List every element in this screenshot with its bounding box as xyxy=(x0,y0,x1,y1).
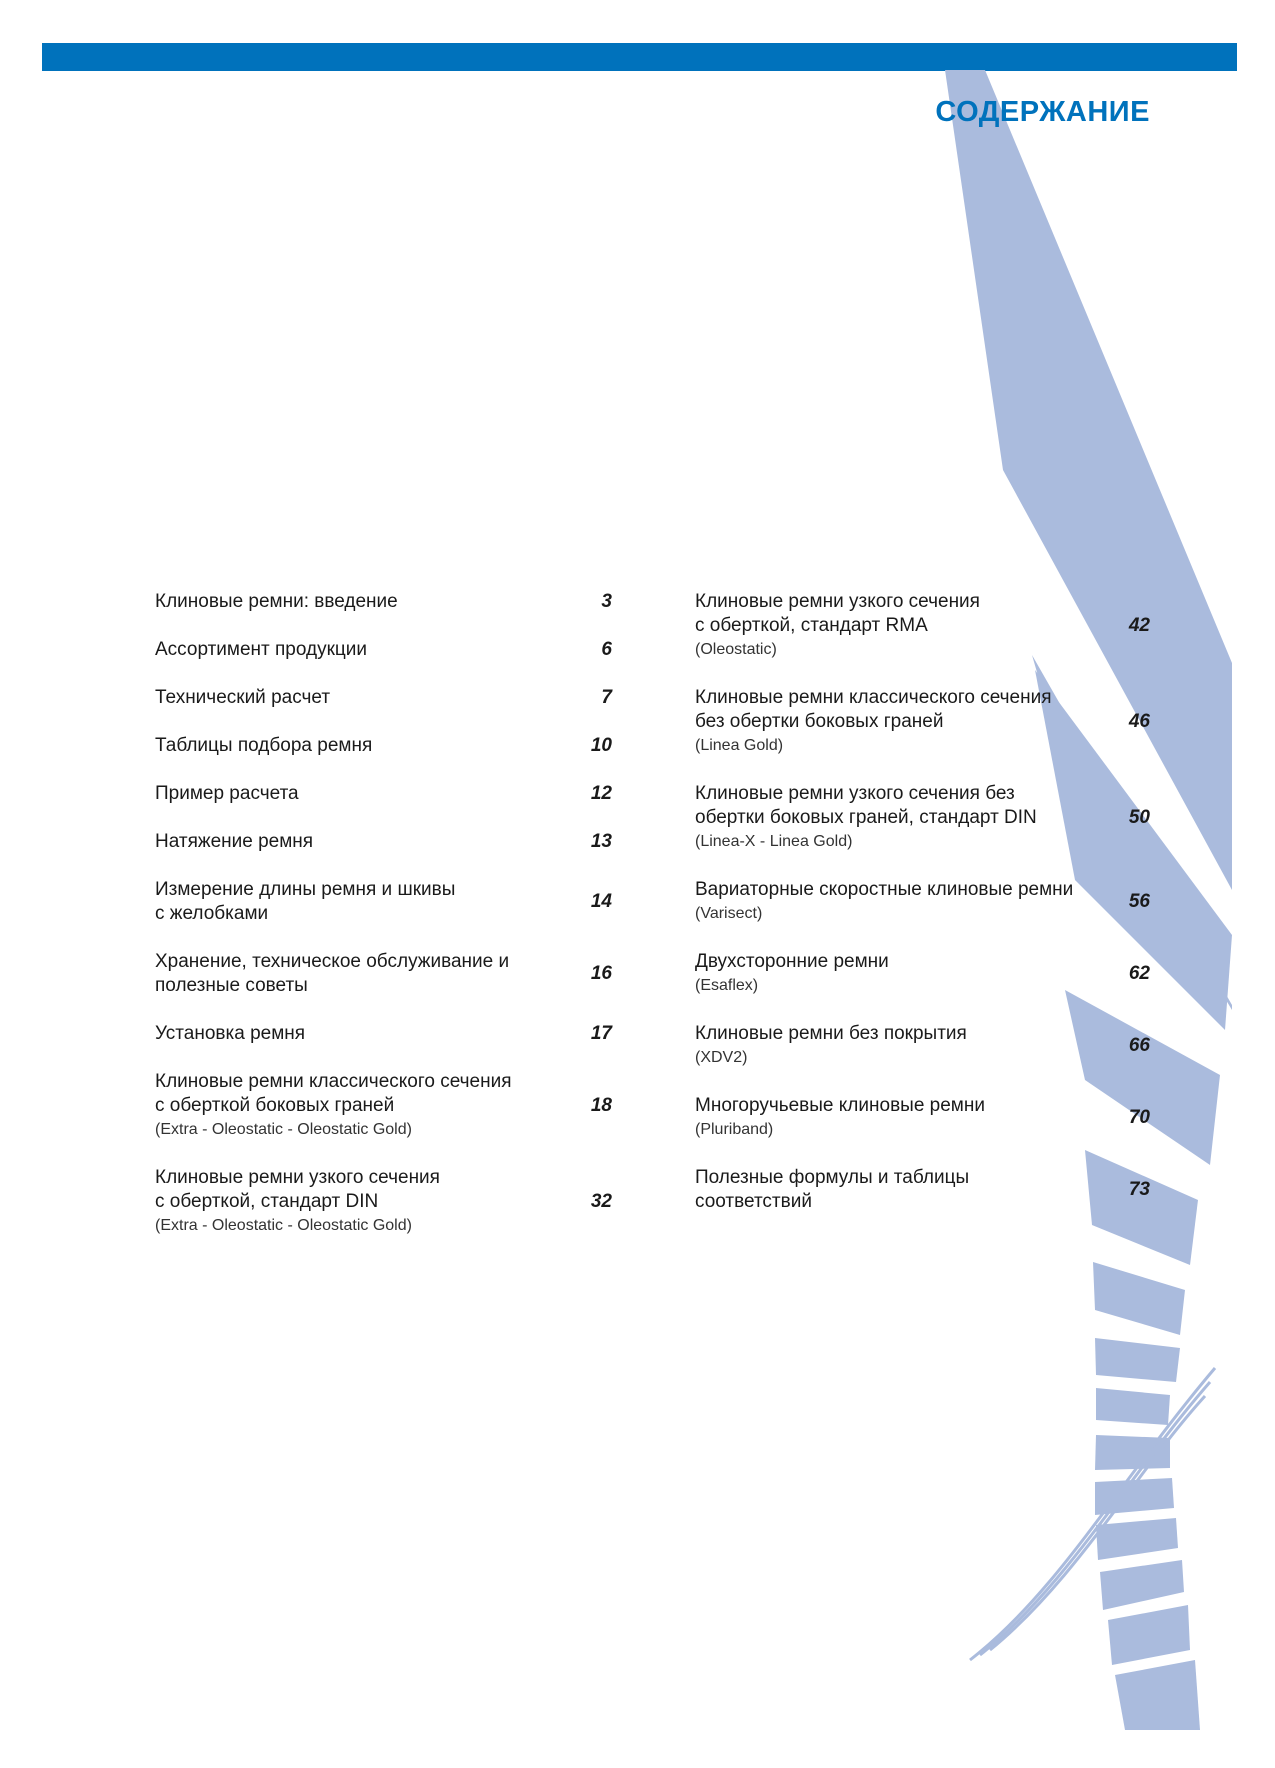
toc-entry-title: Полезные формулы и таблицы xyxy=(695,1167,970,1188)
toc-entry-subtitle: (Linea Gold) xyxy=(695,737,784,754)
toc-entry-subtitle: (Oleostatic) xyxy=(695,641,777,658)
toc-right-column xyxy=(695,590,1150,1238)
toc-entry-title: с оберткой боковых граней xyxy=(155,1095,395,1116)
decor-band-11 xyxy=(1096,1518,1178,1560)
toc-entry[interactable] xyxy=(155,950,612,998)
decor-band-6 xyxy=(1093,1262,1185,1335)
toc-page-number: 46 xyxy=(1128,711,1150,732)
toc-entry-title: без обертки боковых граней xyxy=(695,711,944,732)
toc-page-number: 13 xyxy=(590,831,612,852)
toc-entry-title: Таблицы подбора ремня xyxy=(155,735,373,756)
decor-band-14 xyxy=(1115,1660,1200,1730)
toc-entry[interactable] xyxy=(155,782,612,806)
toc-entry[interactable] xyxy=(155,1166,612,1238)
toc-entry[interactable] xyxy=(695,782,1150,854)
decor-band-7 xyxy=(1095,1338,1180,1382)
toc-entry-subtitle: (Linea-X - Linea Gold) xyxy=(695,833,853,850)
toc-entry[interactable] xyxy=(155,638,612,662)
toc-page-number: 70 xyxy=(1128,1107,1150,1128)
toc-entry[interactable] xyxy=(695,878,1150,926)
toc-entry-title: Измерение длины ремня и шкивы xyxy=(155,879,456,900)
toc-page-number: 17 xyxy=(590,1023,612,1044)
toc-page-number: 32 xyxy=(590,1191,612,1212)
toc-entry-subtitle: (Extra - Oleostatic - Oleostatic Gold) xyxy=(155,1217,412,1234)
toc-entry-title: Клиновые ремни узкого сечения xyxy=(155,1167,440,1188)
toc-page-number: 7 xyxy=(601,687,612,708)
toc-entry-title: Вариаторные скоростные клиновые ремни xyxy=(695,879,1074,900)
toc-entry[interactable] xyxy=(155,878,612,926)
toc-entry-subtitle: (XDV2) xyxy=(695,1049,748,1066)
toc-entry-title: соответствий xyxy=(695,1191,812,1212)
toc-entry-title: Установка ремня xyxy=(155,1023,306,1044)
toc-entry-title: с желобками xyxy=(155,903,269,924)
toc-left-column xyxy=(155,590,612,1262)
toc-entry-title: Многоручьевые клиновые ремни xyxy=(695,1095,985,1116)
toc-entry-title: обертки боковых граней, стандарт DIN xyxy=(695,807,1037,828)
page-title: СОДЕРЖАНИЕ xyxy=(935,96,1150,128)
toc-entry[interactable] xyxy=(695,1166,1150,1214)
toc-page-number: 18 xyxy=(590,1095,612,1116)
toc-page-number: 14 xyxy=(590,891,612,912)
toc-entry-title: Ассортимент продукции xyxy=(155,639,368,660)
toc-page-number: 50 xyxy=(1128,807,1150,828)
toc-entry[interactable] xyxy=(695,686,1150,758)
toc-entry-title: Пример расчета xyxy=(155,783,299,804)
toc-entry-subtitle: (Pluriband) xyxy=(695,1121,774,1138)
decor-band-8 xyxy=(1096,1388,1170,1425)
decor-band-12 xyxy=(1100,1560,1184,1610)
toc-entry[interactable] xyxy=(155,1070,612,1142)
toc-page-number: 6 xyxy=(601,639,612,660)
toc-entry[interactable] xyxy=(695,590,1150,662)
toc-entry-title: Клиновые ремни узкого сечения без xyxy=(695,783,1015,804)
toc-entry[interactable] xyxy=(155,734,612,758)
toc-entry[interactable] xyxy=(695,1094,1150,1142)
toc-entry-title: Клиновые ремни без покрытия xyxy=(695,1023,967,1044)
toc-page-number: 56 xyxy=(1128,891,1150,912)
toc-page-number: 42 xyxy=(1128,615,1150,636)
toc-entry-subtitle: (Esaflex) xyxy=(695,977,759,994)
toc-entry-subtitle: (Varisect) xyxy=(695,905,763,922)
toc-entry-title: Клиновые ремни классического сечения xyxy=(155,1071,512,1092)
toc-entry[interactable] xyxy=(155,830,612,854)
toc-entry[interactable] xyxy=(155,590,612,614)
toc-entry-title: полезные советы xyxy=(155,975,308,996)
toc-entry-title: Клиновые ремни узкого сечения xyxy=(695,591,980,612)
toc-entry[interactable] xyxy=(695,1022,1150,1070)
toc-entry-title: с оберткой, стандарт RMA xyxy=(695,615,928,636)
toc-entry[interactable] xyxy=(155,1022,612,1046)
toc-entry-title: Двухсторонние ремни xyxy=(695,951,889,972)
toc-page-number: 16 xyxy=(590,963,612,984)
toc-page-number: 66 xyxy=(1128,1035,1150,1056)
toc-page-number: 10 xyxy=(590,735,612,756)
toc-entry-title: Технический расчет xyxy=(155,687,331,708)
toc-page-number: 12 xyxy=(590,783,612,804)
toc-entry-title: Клиновые ремни: введение xyxy=(155,591,398,612)
toc-entry-title: Клиновые ремни классического сечения xyxy=(695,687,1052,708)
toc-entry-title: с оберткой, стандарт DIN xyxy=(155,1191,379,1212)
toc-entry-title: Натяжение ремня xyxy=(155,831,314,852)
toc-page-number: 3 xyxy=(601,591,612,612)
toc-entry-subtitle: (Extra - Oleostatic - Oleostatic Gold) xyxy=(155,1121,412,1138)
toc-entry-title: Хранение, техническое обслуживание и xyxy=(155,951,510,972)
toc-page-number: 73 xyxy=(1128,1179,1150,1200)
toc-entry[interactable] xyxy=(695,950,1150,998)
decor-band-13 xyxy=(1108,1605,1190,1665)
toc-entry[interactable] xyxy=(155,686,612,710)
toc-page-number: 62 xyxy=(1128,963,1150,984)
